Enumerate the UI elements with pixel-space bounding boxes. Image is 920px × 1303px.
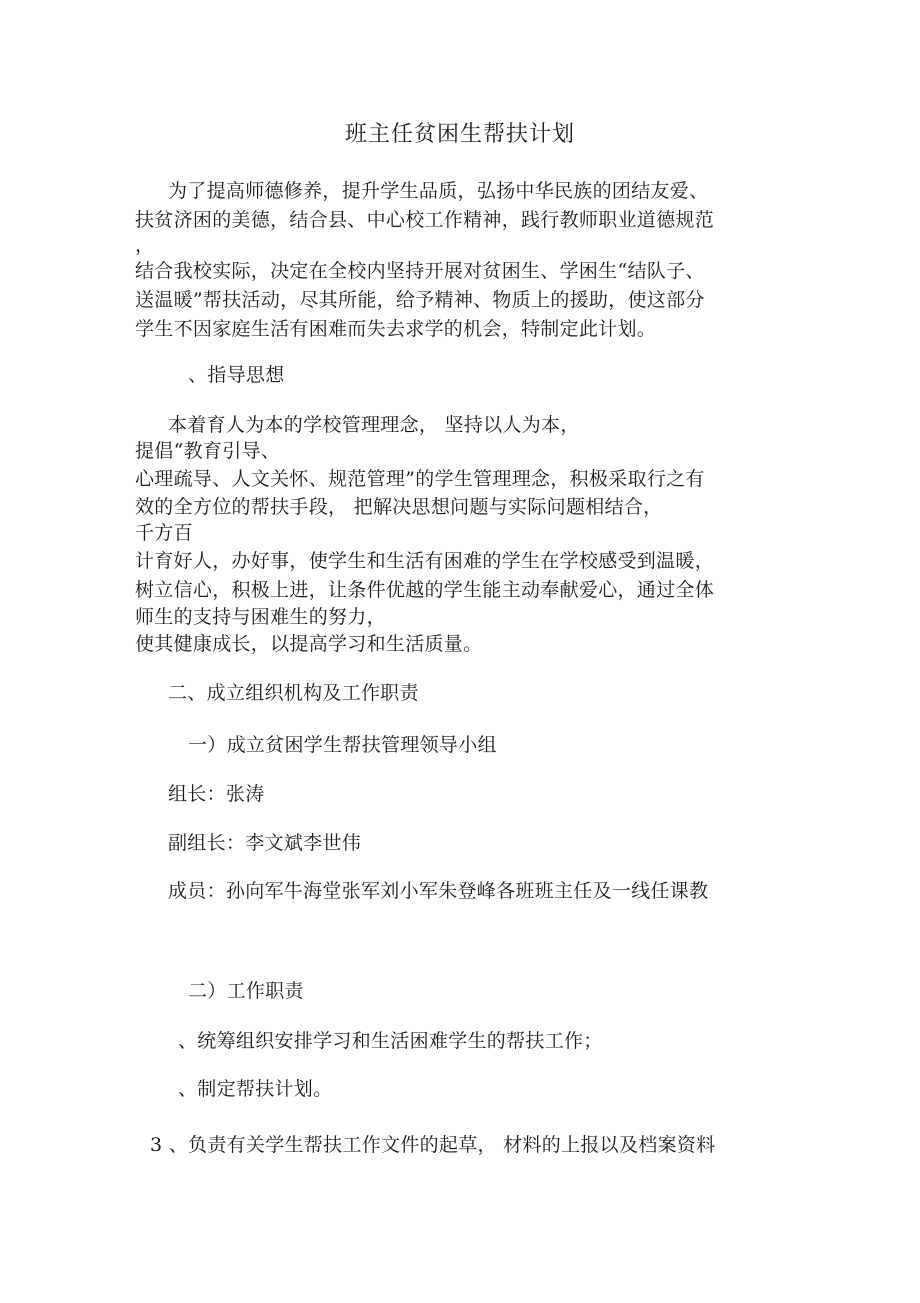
- subsection-heading-duties: 二）工作职责: [188, 980, 304, 1002]
- guiding-line: 树立信心，积极上进，让条件优越的学生能主动奉献爱心，通过全体: [135, 579, 715, 601]
- group-deputy: 副组长：李文斌李世伟: [168, 832, 362, 854]
- group-members: 成员：孙向军牛海堂张军刘小军朱登峰各班班主任及一线任课教: [168, 880, 709, 902]
- intro-line: 学生不因家庭生活有困难而失去求学的机会，特制定此计划。: [135, 318, 657, 340]
- intro-line: ，: [135, 234, 155, 256]
- duty-item: 3 、负责有关学生帮扶工作文件的起草， 材料的上报以及档案资料: [150, 1134, 716, 1156]
- group-leader: 组长：张涛: [168, 783, 265, 805]
- guiding-line: 效的全方位的帮扶手段， 把解决思想问题与实际问题相结合，: [135, 496, 663, 518]
- section-heading-guiding: 、指导思想: [188, 364, 285, 386]
- guiding-line: 千方百: [135, 522, 193, 544]
- guiding-line: 提倡“教育引导、: [135, 440, 281, 462]
- duty-item: 、制定帮扶计划。: [178, 1078, 333, 1100]
- guiding-line: 计育好人，办好事，使学生和生活有困难的学生在学校感受到温暖，: [135, 550, 715, 572]
- guiding-line: 心理疏导、人文关怀、规范管理”的学生管理理念，积极采取行之有: [135, 468, 705, 490]
- duty-item: 、统筹组织安排学习和生活困难学生的帮扶工作；: [178, 1030, 603, 1052]
- guiding-line: 本着育人为本的学校管理理念， 坚持以人为本，: [168, 414, 580, 436]
- intro-line: 为了提高师德修养，提升学生品质，弘扬中华民族的团结友爱、: [168, 180, 709, 202]
- intro-line: 送温暖”帮扶活动，尽其所能，给予精神、物质上的援助，使这部分: [135, 289, 705, 311]
- guiding-line: 师生的支持与困难生的努力，: [135, 606, 386, 628]
- document-title: 班主任贫困生帮扶计划: [344, 122, 575, 147]
- section-heading-organization: 二、成立组织机构及工作职责: [168, 682, 419, 704]
- guiding-line: 使其健康成长，以提高学习和生活质量。: [135, 633, 483, 655]
- intro-line: 结合我校实际，决定在全校内坚持开展对贫困生、学困生“结队子、: [135, 260, 705, 282]
- subsection-heading-leadership: 一）成立贫困学生帮扶管理领导小组: [188, 734, 497, 756]
- intro-line: 扶贫济困的美德，结合县、中心校工作精神，践行教师职业道德规范: [135, 209, 715, 231]
